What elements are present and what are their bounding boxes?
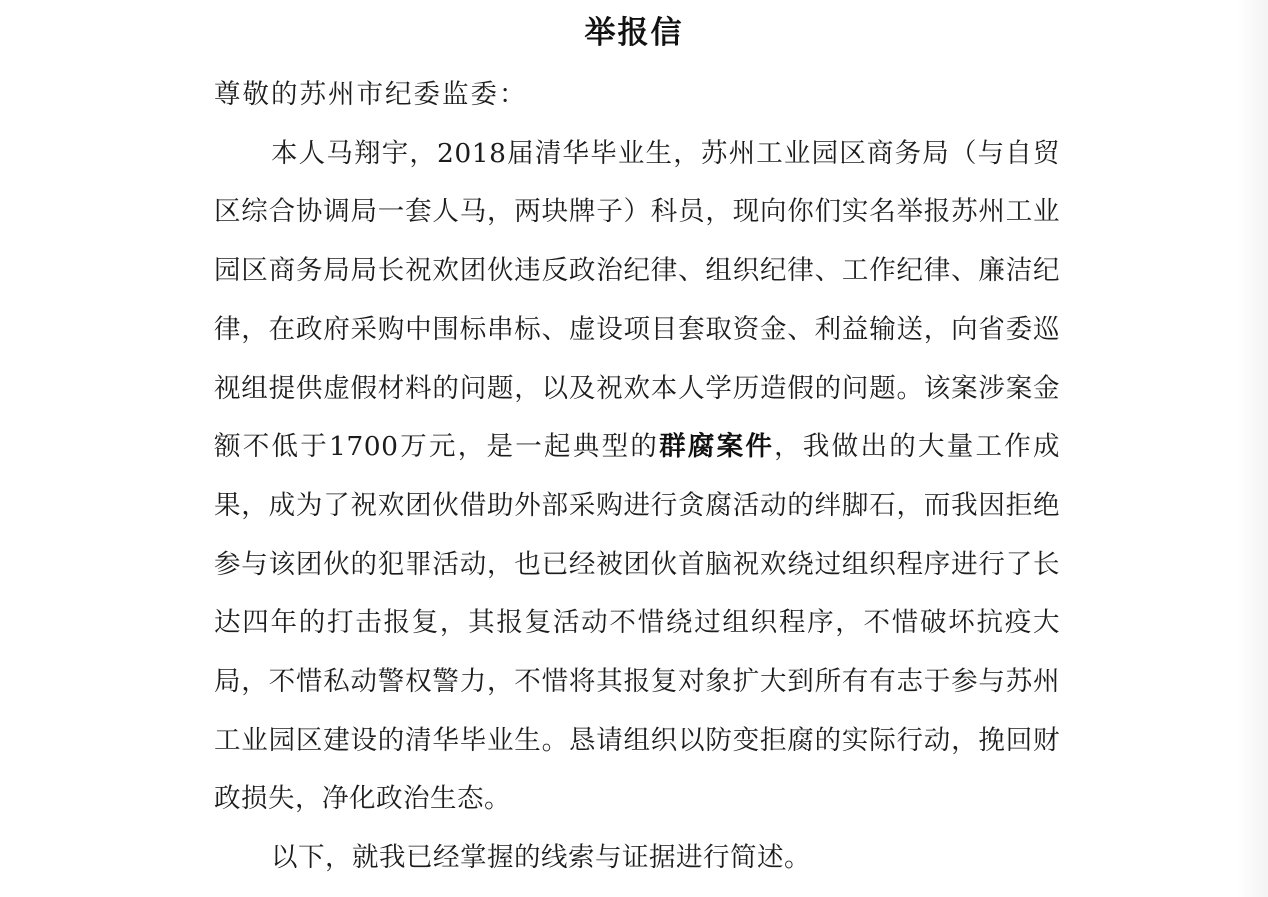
- paragraph-main-text-1: 本人马翔宇，2018届清华毕业生，苏州工业园区商务局（与自贸区综合协调局一套人马，两块牌子）科员，现向你们实名举报苏州工业园区商务局局长祝欢团伙违反政治纪律、组织纪律、工作纪律、廉洁纪律，在政府采购中围标串标、虚设项目套取资金、利益输送，向省委巡视组提供虚假材料的问题，以及祝欢本人学历造假的问题。该案涉案金额不低于1700万元，是一起典型的: [214, 137, 1060, 463]
- paragraph-main: [214, 125, 1060, 829]
- document-title: 举报信: [584, 15, 684, 51]
- paragraph-closing: 以下，就我已经掌握的线索与证据进行简述。: [271, 842, 811, 874]
- salutation: 尊敬的苏州市纪委监委：: [214, 79, 528, 110]
- paragraph-main-text-2: ，我做出的大量工作成果，成为了祝欢团伙借助外部采购进行贪腐活动的绊脚石，而我因拒绝参与该团伙的犯罪活动，也已经被团伙首脑祝欢绕过组织程序进行了长达四年的打击报复，其报复活动不惜绕过组织程序，不惜破坏抗疫大局，不惜私动警权警力，不惜将其报复对象扩大到所有有志于参与苏州工业园区建设的清华毕业生。恳请组织以防变拒腐的实际行动，挽回财政损失，净化政治生态。: [214, 431, 1061, 815]
- emphasis-text: 群腐案件: [659, 431, 775, 463]
- page-edge-shadow: [1238, 0, 1268, 897]
- letter-body: [214, 66, 1060, 888]
